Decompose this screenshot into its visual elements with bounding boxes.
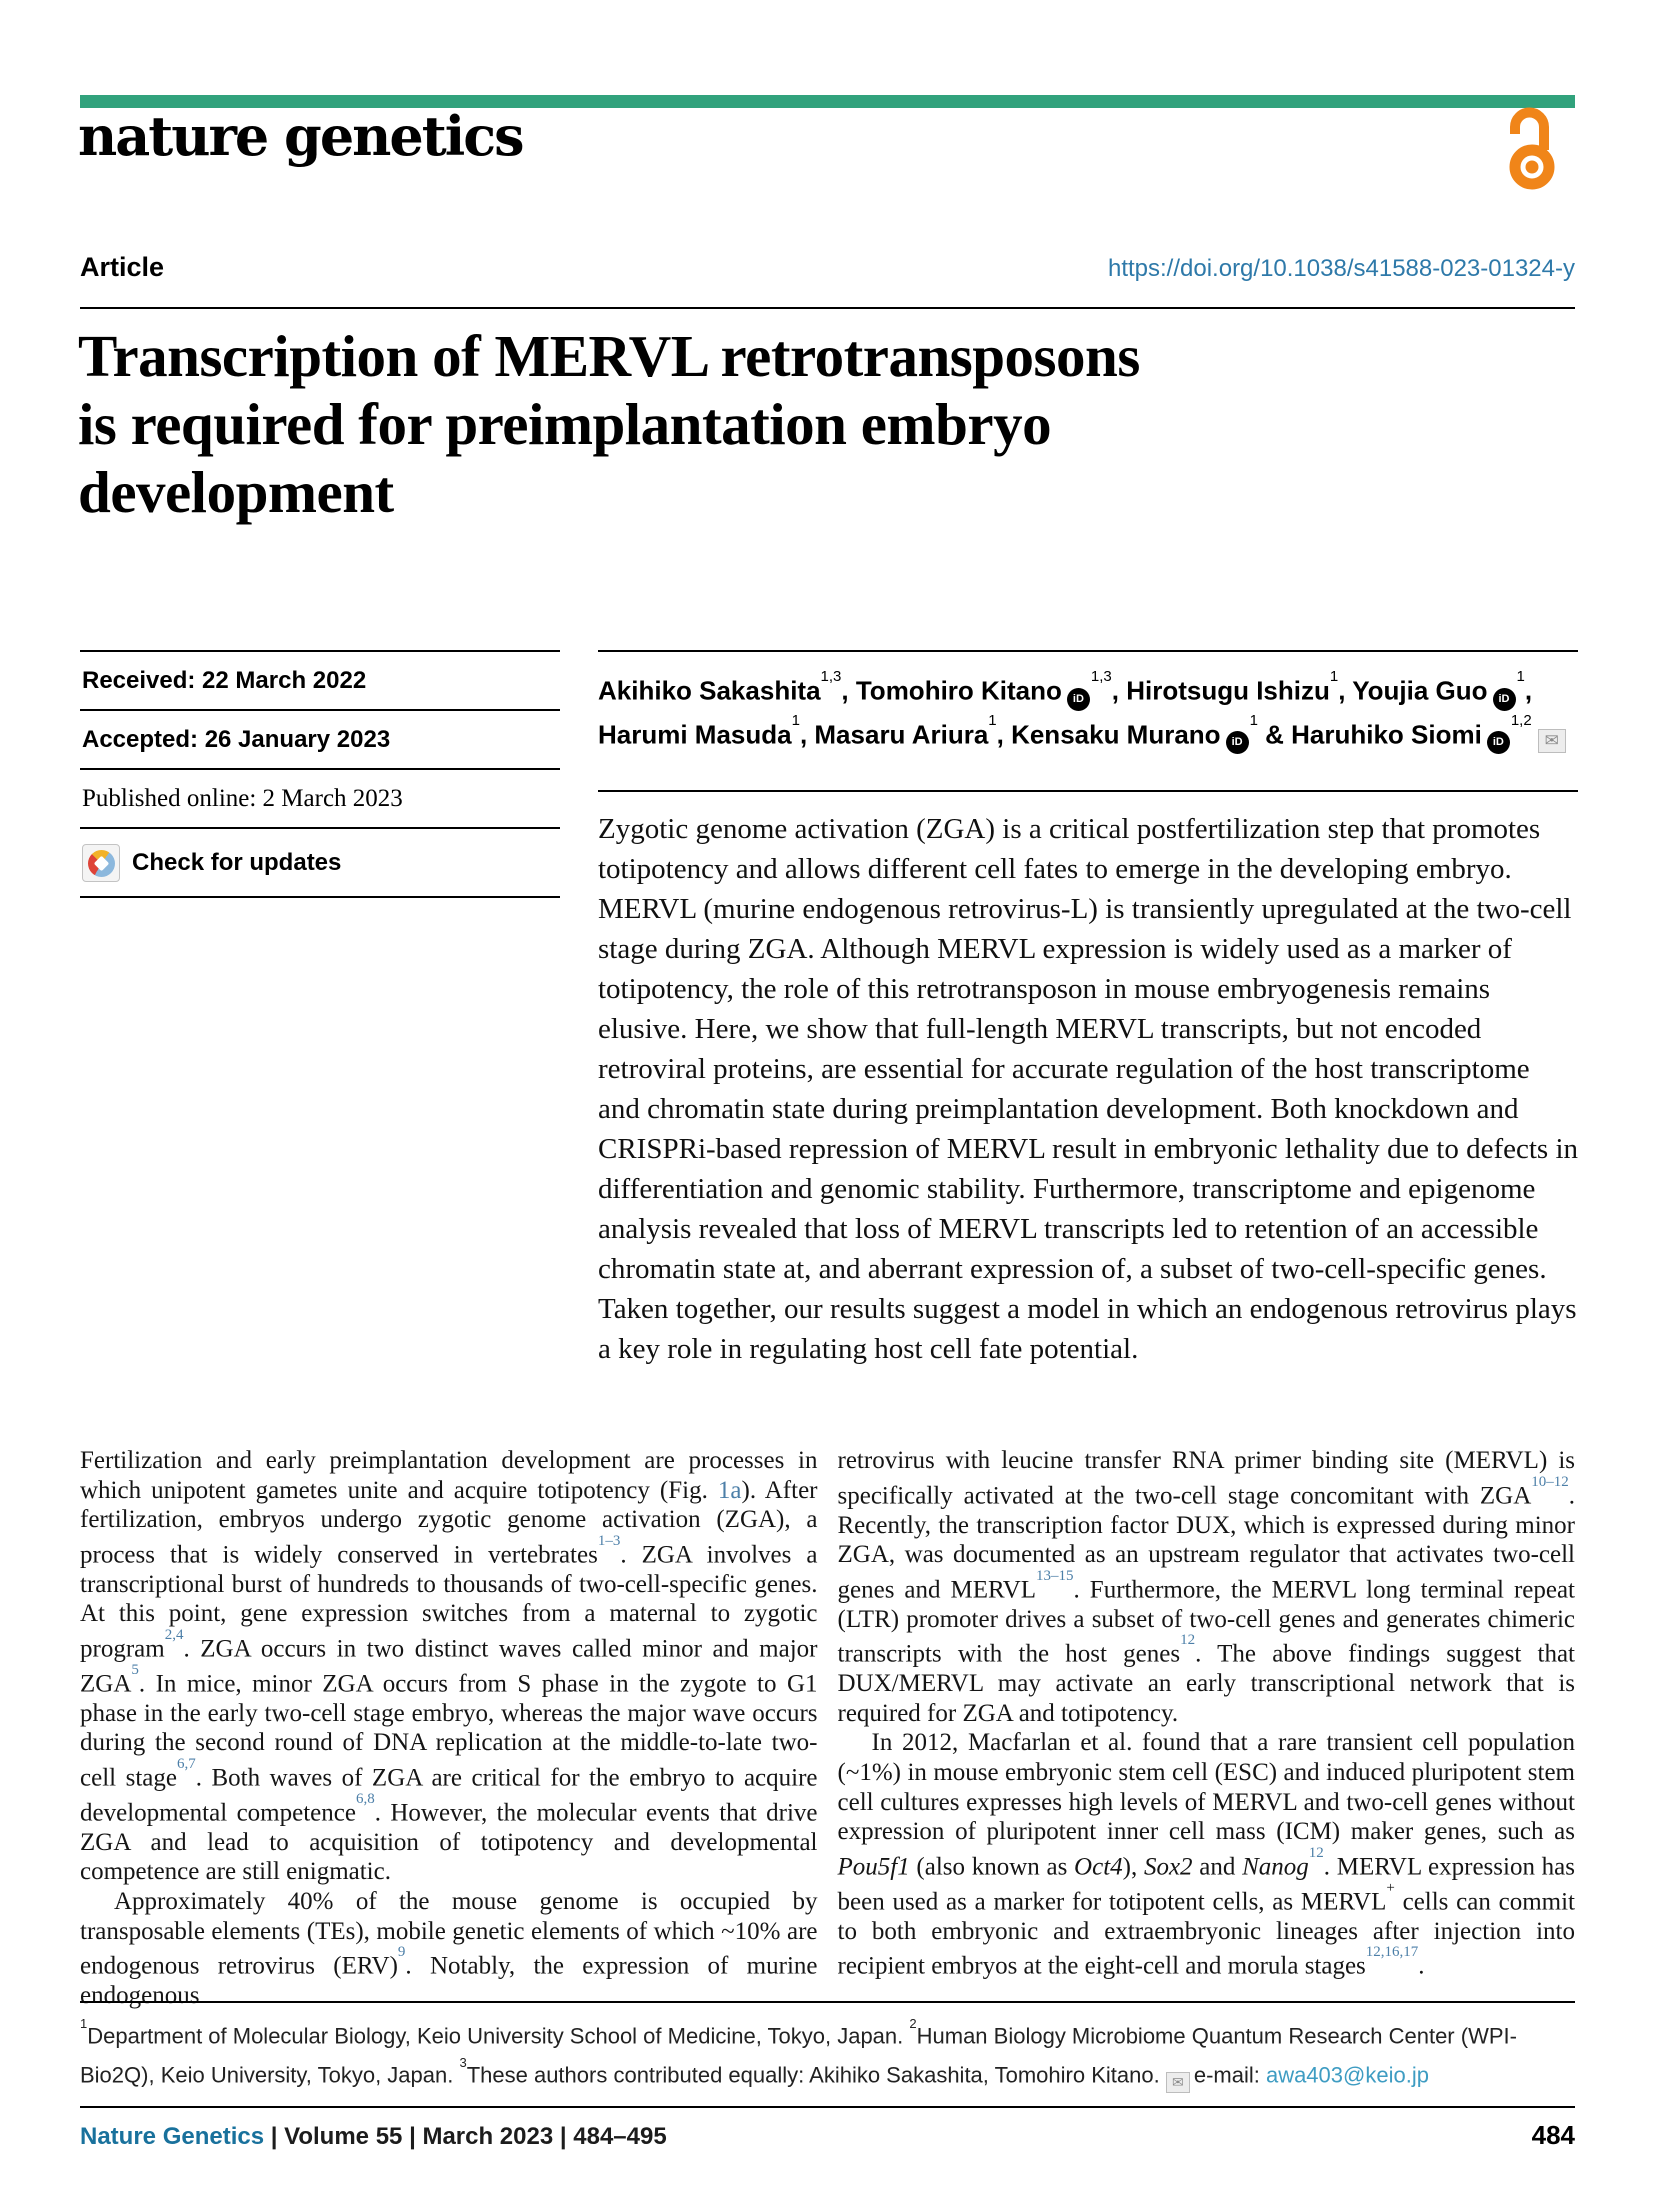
email-envelope-icon: ✉: [1166, 2072, 1190, 2093]
reference-link[interactable]: 12,16,17: [1365, 1944, 1419, 1961]
page-number: 484: [1531, 2120, 1575, 2150]
footer-citation: Nature Genetics | Volume 55 | March 2023 | 484–495: [80, 2123, 667, 2150]
article-type-label: Article: [80, 252, 165, 282]
page-footer: [80, 2120, 1575, 2151]
reference-link[interactable]: 12: [1308, 1844, 1324, 1861]
reference-link[interactable]: 12: [1180, 1632, 1196, 1649]
reference-link[interactable]: 2,4: [164, 1626, 184, 1643]
published-date: Published online: 2 March 2023: [80, 770, 560, 829]
doi-link[interactable]: https://doi.org/10.1038/s41588-023-01324-y: [1107, 255, 1575, 282]
body-column-left: [80, 1446, 818, 2011]
body-column-right: [838, 1446, 1576, 2011]
body-text: [80, 1446, 1575, 2011]
reference-link[interactable]: 9: [397, 1944, 406, 1961]
orcid-icon[interactable]: iD: [1226, 731, 1249, 754]
reference-link[interactable]: 6,7: [176, 1755, 196, 1772]
check-for-updates-button[interactable]: Check for updates: [80, 829, 560, 898]
email-link[interactable]: awa403@keio.jp: [1265, 2062, 1429, 2088]
paragraph: retrovirus with leucine transfer RNA primer binding site (MERVL) is specifically activated at the two-cell stage concomitant with ZGA$^{10-12}$. Recently, the transcription factor DUX, which is expressed during minor ZGA, was documented as an upstream regulator that activates two-cell genes and MERVL$^{13-15}$. Furthermore, the MERVL long terminal repeat (LTR) promoter drives a subset of two-cell genes and generates chimeric transcripts with the host genes$^{12}$. The above findings suggest that DUX/MERVL may activate an early transcriptional network that is required for ZGA and totipotency.: [837, 1447, 1575, 1727]
crossmark-icon: [82, 844, 120, 882]
open-access-icon: [1502, 104, 1558, 196]
abstract: Zygotic genome activation (ZGA) is a critical postfertilization step that promotes totipotency and allows different cell fates to emerge in the developing embryo. MERVL (murine endogenous retrovirus-L) is transiently upregulated at the two-cell stage during ZGA. Although MERVL expression is widely used as a marker of totipotency, the role of this retrotransposon in mouse embryogenesis remains elusive. Here, we show that full-length MERVL transcripts, but not encoded retroviral proteins, are essential for accurate regulation of the host transcriptome and chromatin state during preimplantation development. Both knockdown and CRISPRi-based repression of MERVL result in embryonic lethality due to defects in differentiation and genomic stability. Furthermore, transcriptome and epigenome analysis revealed that loss of MERVL transcripts led to retention of an accessible chromatin state at, and aberrant expression of, a subset of two-cell-specific genes. Taken together, our results suggest a model in which an endogenous retrovirus plays a key role in regulating host cell fate potential.: [598, 790, 1578, 1369]
email-envelope-icon[interactable]: ✉: [1538, 729, 1566, 753]
paragraph: In 2012, Macfarlan et al. found that a rare transient cell population (~1%) in mouse embryonic stem cell (ESC) and induced pluripotent stem cell cultures expresses high levels of MERVL and two-cell genes without expression of pluripotent inner cell mass (ICM) maker genes, such as Pou5f1 (also known as Oct4), Sox2 and Nanog$^{12}$. MERVL expression has been used as a marker for totipotent cells, as MERVL+ cells can commit to both embryonic and extraembryonic lineages after injection into recipient embryos at the eight-cell and morula stages$^{12,16,17}$.: [837, 1729, 1575, 1980]
accepted-date: Accepted: 26 January 2023: [80, 711, 560, 770]
paragraph: Fertilization and early preimplantation development are processes in which unipotent gametes unite and acquire totipotency (Fig. 1a). After fertilization, embryos undergo zygotic genome activation (ZGA), a process that is widely conserved in vertebrates$^{1-3}$. ZGA involves a transcriptional burst of hundreds to thousands of two-cell-specific genes. At this point, gene expression switches from a maternal to zygotic program$^{2,4}$. ZGA occurs in two distinct waves called minor and major ZGA$^5$. In mice, minor ZGA occurs from S phase in the zygote to G1 phase in the early two-cell stage embryo, whereas the major wave occurs during the second round of DNA replication at the middle-to-late two-cell stage$^{6,7}$. Both waves of ZGA are critical for the embryo to acquire developmental competence$^{6,8}$. However, the molecular events that drive ZGA and lead to acquisition of totipotency and developmental competence are still enigmatic.: [80, 1447, 818, 1886]
footer-journal-link[interactable]: Nature Genetics: [80, 2123, 265, 2150]
paragraph: Approximately 40% of the mouse genome is occupied by transposable elements (TEs), mobile genetic elements of which ~10% are endogenous retrovirus (ERV)$^9$. Notably, the expression of murine endogenous: [80, 1887, 818, 2010]
orcid-icon[interactable]: iD: [1487, 731, 1510, 754]
header-divider: [80, 307, 1575, 309]
journal-wordmark: nature genetics: [78, 104, 523, 168]
orcid-icon[interactable]: iD: [1493, 688, 1516, 711]
reference-link[interactable]: 13–15: [1036, 1567, 1074, 1584]
reference-link[interactable]: 5: [131, 1661, 139, 1678]
affiliations-footnote: $^1$Department of Molecular Biology, Keio University School of Medicine, Tokyo, Japan. $^2$Human Biology Microbiome Quantum Research Center (WPI-Bio2Q), Keio University, Tokyo, Japan. $^3$These authors contributed equally: Akihiko Sakashita, Tomohiro Kitano. ✉ e-mail: awa403@keio.jp: [80, 2001, 1575, 2108]
orcid-icon[interactable]: iD: [1067, 688, 1090, 711]
article-meta-block: [80, 650, 560, 898]
received-date: Received: 22 March 2022: [80, 652, 560, 711]
author-list: Akihiko Sakashita$^{1,3}$, Tomohiro Kitano iD$^{1,3}$, Hirotsugu Ishizu$^1$, Youjia Guo $iD^1$, Harumi Masuda$^1$, Masaru Ariura$^1$, Kensaku Murano $iD^1$ & Haruhiko Siomi iD$^{1,2}$✉: [598, 650, 1578, 754]
figure-link[interactable]: 1a: [717, 1476, 742, 1504]
page-title: Transcription of MERVL retrotransposons is required for preimplantation embryo development: [78, 323, 1140, 525]
reference-link[interactable]: 6,8: [355, 1790, 375, 1807]
reference-link[interactable]: 10–12: [1531, 1473, 1569, 1490]
reference-link[interactable]: 1–3: [597, 1532, 621, 1549]
